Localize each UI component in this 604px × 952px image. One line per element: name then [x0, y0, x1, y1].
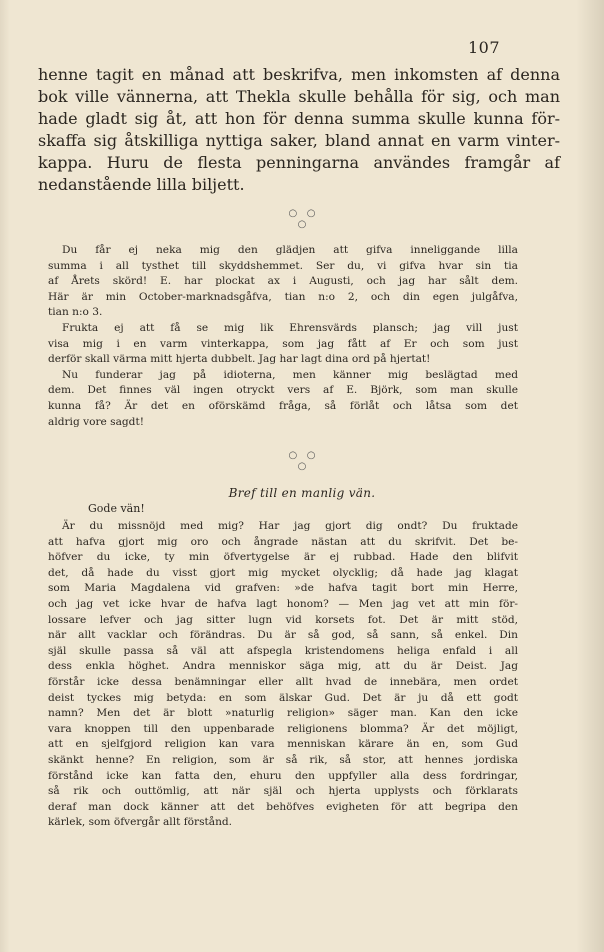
text-line: visa mig i en varm vinterkappa, som jag fått af Er och som just [48, 337, 518, 350]
text-line: själ skulle passa så väl att afspegla kristendomens heliga enfald i all [48, 644, 518, 657]
text-line: kunna få? Är det en oförskämd fråga, så förlåt och låtsa som det [48, 399, 518, 412]
text-line: Här är min October-marknadsgåfva, tian n:o 2, och din egen julgåfva, [48, 290, 518, 303]
text-line: derför skall värma mitt hjerta dubbelt. Jag har lagt dina ord på hjertat! [48, 353, 431, 366]
text-line: namn? Men det är blott »naturlig religion» säger man. Kan den icke [48, 707, 518, 720]
text-line: och jag vet icke hvar de hafva lagt honom? — Men jag vet att min för- [48, 597, 518, 610]
text-line: aldrig vore sagdt! [48, 415, 144, 428]
letter-heading: Bref till en manlig vän. [228, 486, 376, 500]
text-line: förstår icke dessa benämningar eller allt hvad de innebära, men ordet [48, 675, 518, 688]
letter-salutation: Gode vän! [88, 502, 145, 515]
text-line: lossare lefver och jag sitter lugn vid korsets fot. Det är mitt stöd, [48, 613, 518, 626]
text-line: förstånd icke kan fatta den, ehuru den uppfyller alla dess fordringar, [48, 769, 518, 782]
text-line: när allt vacklar och förändras. Du är så god, så sann, så enkel. Din [48, 629, 518, 642]
text-line: kappa. Huru de flesta penningarna användes framgår af [38, 153, 560, 172]
separator-glyphs: ○ ○ ○ [288, 208, 316, 230]
page-fold-shadow [576, 0, 604, 952]
letter-note [48, 243, 518, 430]
text-line: Du får ej neka mig den glädjen att gifva inneliggande lilla [62, 244, 518, 256]
text-line: skaffa sig åtskilliga nyttiga saker, bland annat en varm vinter- [38, 131, 560, 150]
text-line: dess enkla höghet. Andra menniskor säga mig, att du är Deist. Jag [48, 660, 518, 673]
text-line: hade gladt sig åt, att hon för denna summa skulle kunna för- [38, 109, 560, 128]
text-line: att hafva gjort mig oro och ångrade nästan att du skrifvit. Det be- [48, 535, 518, 548]
text-line: deist tyckes mig betyda: en som älskar Gud. Det är ju då ett godt [48, 691, 518, 704]
page-edge-shadow [0, 0, 10, 952]
text-line: skänkt henne? En religion, som är så rik, så stor, att hennes jordiska [48, 753, 518, 766]
ornament-separator [0, 450, 604, 472]
text-line: Är du missnöjd med mig? Har jag gjort dig ondt? Du fruktade [62, 520, 518, 532]
text-line: deraf man dock känner att det behöfves evigheten för att begripa den [48, 800, 518, 813]
text-line: af Årets skörd! E. har plockat ax i Augusti, och jag har sålt dem. [48, 275, 518, 288]
separator-glyphs: ○ ○ ○ [288, 450, 316, 472]
ornament-separator [0, 208, 604, 230]
intro-paragraph [38, 64, 560, 196]
text-line: kärlek, som öfvergår allt förstånd. [48, 816, 233, 829]
text-line: dem. Det finnes väl ingen otryckt vers af E. Björk, som man skulle [48, 384, 518, 397]
text-line: henne tagit en månad att beskrifva, men inkomsten af denna [38, 65, 560, 84]
text-line: bok ville vännerna, att Thekla skulle behålla för sig, och man [38, 87, 560, 106]
letter-body [48, 519, 518, 831]
text-line: Frukta ej att få se mig lik Ehrensvärds plansch; jag vill just [62, 321, 518, 334]
text-line: tian n:o 3. [48, 306, 103, 319]
text-line: Nu funderar jag på idioterna, men känner mig beslägtad med [62, 368, 518, 381]
text-line: det, då hade du visst gjort mig mycket olycklig; då hade jag klagat [48, 566, 518, 579]
text-line: nedanstående lilla biljett. [38, 175, 245, 194]
text-line: höfver du icke, ty min öfvertygelse är ej rubbad. Hade den blifvit [48, 551, 518, 564]
text-line: att en sjelfgjord religion kan vara menniskan kärare än en, som Gud [48, 738, 518, 751]
text-line: vara knoppen till den uppenbarade religionens blomma? Är det möjligt, [48, 722, 518, 735]
text-line: så rik och outtömlig, att när själ och hjerta upplysts och förklarats [48, 785, 518, 798]
text-line: som Maria Magdalena vid grafven: »de hafva tagit bort min Herre, [48, 582, 518, 595]
page-number: 107 [467, 38, 500, 57]
text-line: summa i all tysthet till skyddshemmet. Ser du, vi gifva hvar sin tia [48, 259, 518, 272]
